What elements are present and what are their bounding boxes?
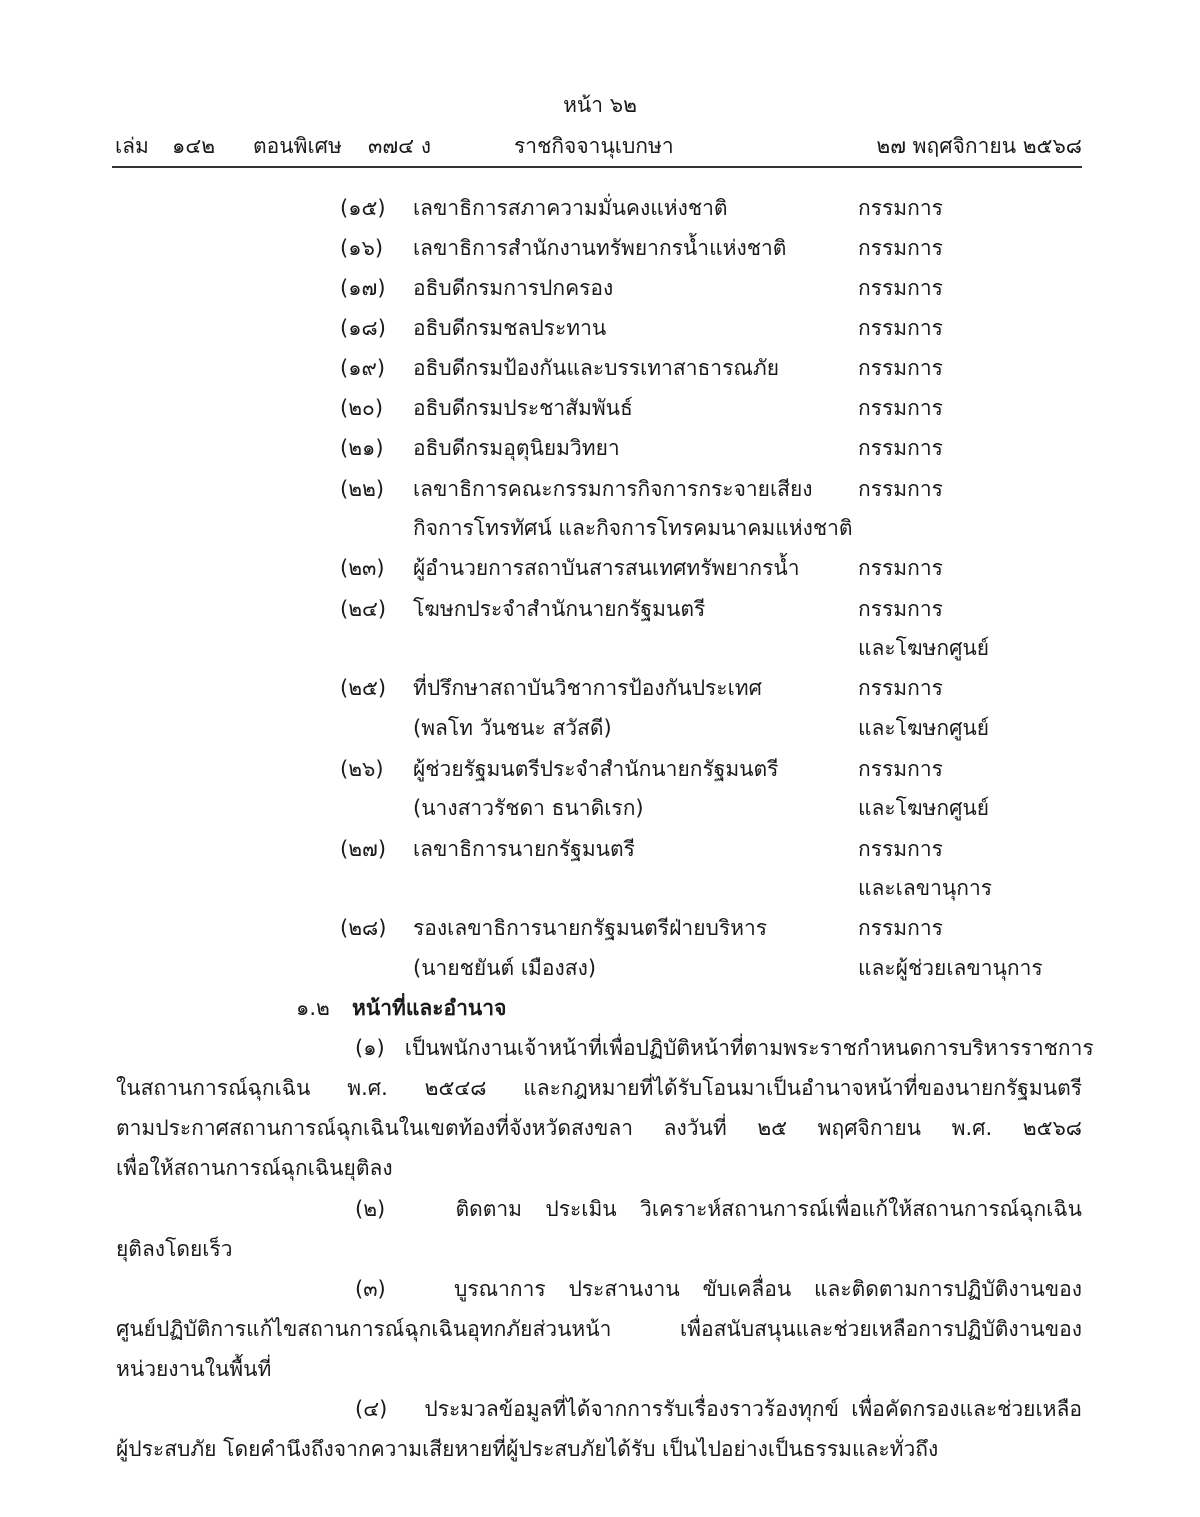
member-number: (๑๘) [340, 316, 386, 340]
member-role: กรรมการ [858, 676, 943, 700]
member-role: กรรมการ [858, 477, 943, 501]
member-role-continued: และโฆษกศูนย์ [858, 796, 990, 820]
member-title: เลขาธิการสำนักงานทรัพยากรน้ำแห่งชาติ [413, 236, 787, 260]
member-role: กรรมการ [858, 916, 943, 940]
member-number: (๒๑) [340, 436, 384, 460]
member-title: เลขาธิการคณะกรรมการกิจการกระจายเสียง [413, 477, 813, 501]
member-title: อธิบดีกรมประชาสัมพันธ์ [413, 396, 633, 420]
member-number: (๑๗) [340, 276, 386, 300]
member-number: (๒๖) [340, 757, 384, 781]
duty-text: เป็นพนักงานเจ้าหน้าที่เพื่อปฏิบัติหน้าที่ตามพระราชกำหนดการบริหารราชการ [404, 1036, 1094, 1060]
member-role: กรรมการ [858, 597, 943, 621]
member-title: เลขาธิการสภาความมั่นคงแห่งชาติ [413, 196, 728, 220]
section-label: ตอนพิเศษ [253, 134, 342, 158]
member-role: กรรมการ [858, 396, 943, 420]
member-number: (๑๕) [340, 196, 386, 220]
member-number: (๒๕) [340, 676, 387, 700]
member-number: (๒๓) [340, 556, 385, 580]
member-role: กรรมการ [858, 356, 943, 380]
member-role-continued: และเลขานุการ [858, 876, 993, 900]
member-title: ที่ปรึกษาสถาบันวิชาการป้องกันประเทศ [413, 676, 762, 700]
page-number: หน้า ๖๒ [563, 93, 637, 117]
member-role-continued: และโฆษกศูนย์ [858, 716, 990, 740]
duty-text: ประมวลข้อมูลที่ได้จากการรับเรื่องราวร้องทุกข์ เพื่อคัดกรองและช่วยเหลือ [424, 1397, 1082, 1421]
duty-number: (๓) [355, 1277, 386, 1301]
volume-number: ๑๔๒ [172, 134, 216, 158]
member-role: กรรมการ [858, 196, 943, 220]
member-number: (๒๘) [340, 916, 387, 940]
duty-number: (๒) [355, 1197, 386, 1221]
member-number: (๑๙) [340, 356, 386, 380]
member-title: ผู้ช่วยรัฐมนตรีประจำสำนักนายกรัฐมนตรี [413, 757, 779, 781]
volume-label: เล่ม [115, 134, 149, 158]
member-role: กรรมการ [858, 236, 943, 260]
member-number: (๒๗) [340, 837, 387, 861]
member-role: กรรมการ [858, 276, 943, 300]
member-number: (๒๔) [340, 597, 387, 621]
section-title: หน้าที่และอำนาจ [352, 996, 507, 1020]
member-title: อธิบดีกรมชลประทาน [413, 316, 607, 340]
duty-text: ติดตาม ประเมิน วิเคราะห์สถานการณ์เพื่อแก้ให้สถานการณ์ฉุกเฉิน [455, 1197, 1082, 1221]
member-name: (นางสาวรัชดา ธนาดิเรก) [413, 796, 644, 820]
member-role: กรรมการ [858, 837, 943, 861]
member-number: (๒๐) [340, 396, 384, 420]
member-role-continued: และผู้ช่วยเลขานุการ [858, 956, 1043, 980]
member-role: กรรมการ [858, 436, 943, 460]
duty-number: (๔) [355, 1397, 388, 1421]
duty-number: (๑) [355, 1036, 385, 1060]
duty-text: ในสถานการณ์ฉุกเฉิน พ.ศ. ๒๕๔๘ และกฎหมายที่ได้รับโอนมาเป็นอำนาจหน้าที่ของนายกรัฐมนตรี [116, 1076, 1082, 1100]
duty-text: เพื่อให้สถานการณ์ฉุกเฉินยุติลง [116, 1156, 393, 1180]
member-title: ผู้อำนวยการสถาบันสารสนเทศทรัพยากรน้ำ [413, 556, 800, 580]
header-rule [112, 166, 1082, 168]
duty-text: ศูนย์ปฏิบัติการแก้ไขสถานการณ์ฉุกเฉินอุทกภัยส่วนหน้า เพื่อสนับสนุนและช่วยเหลือการปฏิบัติงานของ [116, 1317, 1082, 1341]
duty-text: ยุติลงโดยเร็ว [116, 1237, 233, 1261]
member-name: (พลโท วันชนะ สวัสดี) [413, 716, 612, 740]
duty-text: หน่วยงานในพื้นที่ [116, 1357, 272, 1381]
member-title: โฆษกประจำสำนักนายกรัฐมนตรี [413, 597, 706, 621]
member-role: กรรมการ [858, 556, 943, 580]
member-role: กรรมการ [858, 316, 943, 340]
member-name: (นายชยันต์ เมืองสง) [413, 956, 597, 980]
section-number: ๓๗๔ ง [368, 134, 431, 158]
publication-name: ราชกิจจานุเบกษา [514, 134, 674, 158]
publication-date: ๒๗ พฤศจิกายน ๒๕๖๘ [876, 134, 1082, 158]
member-title: รองเลขาธิการนายกรัฐมนตรีฝ่ายบริหาร [413, 916, 768, 940]
duty-text: ผู้ประสบภัย โดยคำนึงถึงจากความเสียหายที่ผู้ประสบภัยได้รับ เป็นไปอย่างเป็นธรรมและทั่วถึง [116, 1437, 939, 1461]
member-number: (๒๒) [340, 477, 385, 501]
member-title-continued: กิจการโทรทัศน์ และกิจการโทรคมนาคมแห่งชาติ [413, 516, 853, 540]
member-title: อธิบดีกรมอุตุนิยมวิทยา [413, 436, 620, 460]
member-number: (๑๖) [340, 236, 384, 260]
member-role-continued: และโฆษกศูนย์ [858, 636, 990, 660]
duty-text: ตามประกาศสถานการณ์ฉุกเฉินในเขตท้องที่จังหวัดสงขลา ลงวันที่ ๒๕ พฤศจิกายน พ.ศ. ๒๕๖๘ [116, 1116, 1082, 1140]
member-title: เลขาธิการนายกรัฐมนตรี [413, 837, 635, 861]
member-title: อธิบดีกรมการปกครอง [413, 276, 614, 300]
member-role: กรรมการ [858, 757, 943, 781]
member-title: อธิบดีกรมป้องกันและบรรเทาสาธารณภัย [413, 356, 780, 380]
duty-text: บูรณาการ ประสานงาน ขับเคลื่อน และติดตามการปฏิบัติงานของ [454, 1277, 1082, 1301]
section-number: ๑.๒ [296, 996, 330, 1020]
